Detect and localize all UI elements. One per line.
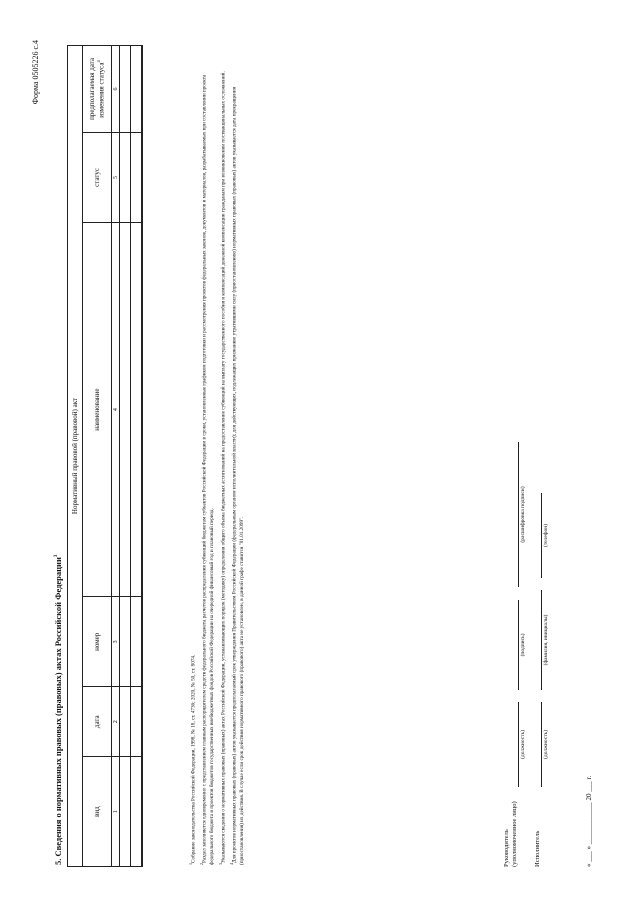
col-header-expected-date-footnote: 4 xyxy=(96,60,102,63)
table-cell xyxy=(131,757,143,867)
table-cell xyxy=(120,46,131,133)
col-header-expected-date xyxy=(83,46,112,133)
footnote-text: Указываются сведения о нормативных правовых (правовых) актах Российской Федерации, устанавливающих порядок (методику) определения общего объема бюджетных ассигнований на предоставление субвенций на выплату государственного пособия и компенсаций денежной компенсации гражданам при возникновении поствакцинальных осложнений. xyxy=(220,71,227,863)
footnote-text: Для проектов нормативных правовых (правовых) актов указывается предполагаемый срок утверждения Правительством Российской Федерации (федеральным органом исполнительной власти); для действующих, подлежащих признанию утратившими силу (приостановлению) нормативных правовых (правовых) актов указывается дата прекращения (приостановления) их действия. В случае если срок действия нормативного правового (правового) акта не установлен, в данной графе ставится "01.01.2099". xyxy=(231,86,245,865)
col-number: 2 xyxy=(112,687,120,757)
table-cell xyxy=(131,222,143,596)
col-header-expected-date-text: предполагаемая дата изменения статуса xyxy=(88,58,106,120)
table-cell xyxy=(120,757,131,867)
table-cell xyxy=(120,222,131,596)
col-number: 3 xyxy=(112,597,120,687)
head-decoding-line[interactable] xyxy=(518,442,519,587)
head-signature-line[interactable] xyxy=(518,600,519,690)
section-title-footnote: 3 xyxy=(54,554,60,558)
footnotes xyxy=(187,45,246,865)
table-cell xyxy=(131,687,143,757)
col-header-number: номер xyxy=(83,597,112,687)
caption-position: (должность) xyxy=(520,730,526,759)
table-cell xyxy=(120,687,131,757)
footnote-mark: 3 xyxy=(217,863,223,865)
head-label-2: (уполномоченное лицо) xyxy=(511,801,518,867)
form-number: Форма 0505226 с.4 xyxy=(31,40,40,105)
executor-position-line[interactable] xyxy=(541,702,542,787)
footnote-4 xyxy=(228,45,247,865)
section-title-text: 5. Сведения о нормативных правовых (правовых) актах Российской Федерации xyxy=(53,557,63,865)
table-cell xyxy=(131,132,143,222)
footnote-text: Раздел заполняется одновременно с представлением главным распорядителем средств федерального бюджета расчетов распределения субвенций бюджетам субъектов Российской Федерации в сроки, установленные графиком подготовки и рассмотрения проектов федеральных законов, документов и материалов, разрабатываемых при составлении проекта федерального бюджета и проектов бюджетов государственных внебюджетных фондов Российской Федерации на очередной финансовый год и плановый период. xyxy=(201,74,216,865)
caption-decoding: (расшифровка подписи) xyxy=(520,486,526,543)
caption-signature: (подпись) xyxy=(520,633,526,657)
col-header-date: дата xyxy=(83,687,112,757)
footnote-3 xyxy=(217,45,228,865)
col-number: 4 xyxy=(112,222,120,596)
caption-phone: (телефон) xyxy=(543,523,549,548)
date-line[interactable]: « ___ » ____________ 20 ___ г. xyxy=(585,775,593,867)
col-header-status: статус xyxy=(83,132,112,222)
footnote-mark: 1 xyxy=(188,863,193,865)
table-row xyxy=(120,46,131,867)
footnote-mark: 2 xyxy=(199,863,205,865)
caption-position-2: (должность) xyxy=(543,730,549,759)
col-header-name: наименование xyxy=(83,222,112,596)
executor-label: Исполнитель xyxy=(534,830,541,867)
caption-name: (фамилия, инициалы) xyxy=(543,614,549,666)
table-cell xyxy=(120,132,131,222)
footnote-2 xyxy=(198,45,217,865)
footnote-1 xyxy=(187,45,198,865)
table-cell xyxy=(131,597,143,687)
table-cell xyxy=(120,597,131,687)
table-row xyxy=(131,46,143,867)
head-label: Руководитель xyxy=(503,829,510,867)
head-position-line[interactable] xyxy=(518,702,519,787)
rotated-form-sheet xyxy=(25,30,625,875)
col-header-kind: вид xyxy=(83,757,112,867)
col-number: 5 xyxy=(112,132,120,222)
footnote-text: Собрание законодательства Российской Федерации, 1998, № 18, ст. 4736; 2020, № 50, ст. 8074. xyxy=(190,654,197,863)
executor-name-line[interactable] xyxy=(541,590,542,690)
col-number: 6 xyxy=(112,46,120,133)
group-header: Нормативный правовой (правовой) акт xyxy=(68,46,83,867)
section-title xyxy=(53,555,63,865)
col-number: 1 xyxy=(112,757,120,867)
executor-phone-line[interactable] xyxy=(541,493,542,578)
footnote-mark: 4 xyxy=(228,863,234,865)
legal-acts-table xyxy=(67,45,143,867)
table-cell xyxy=(131,46,143,133)
